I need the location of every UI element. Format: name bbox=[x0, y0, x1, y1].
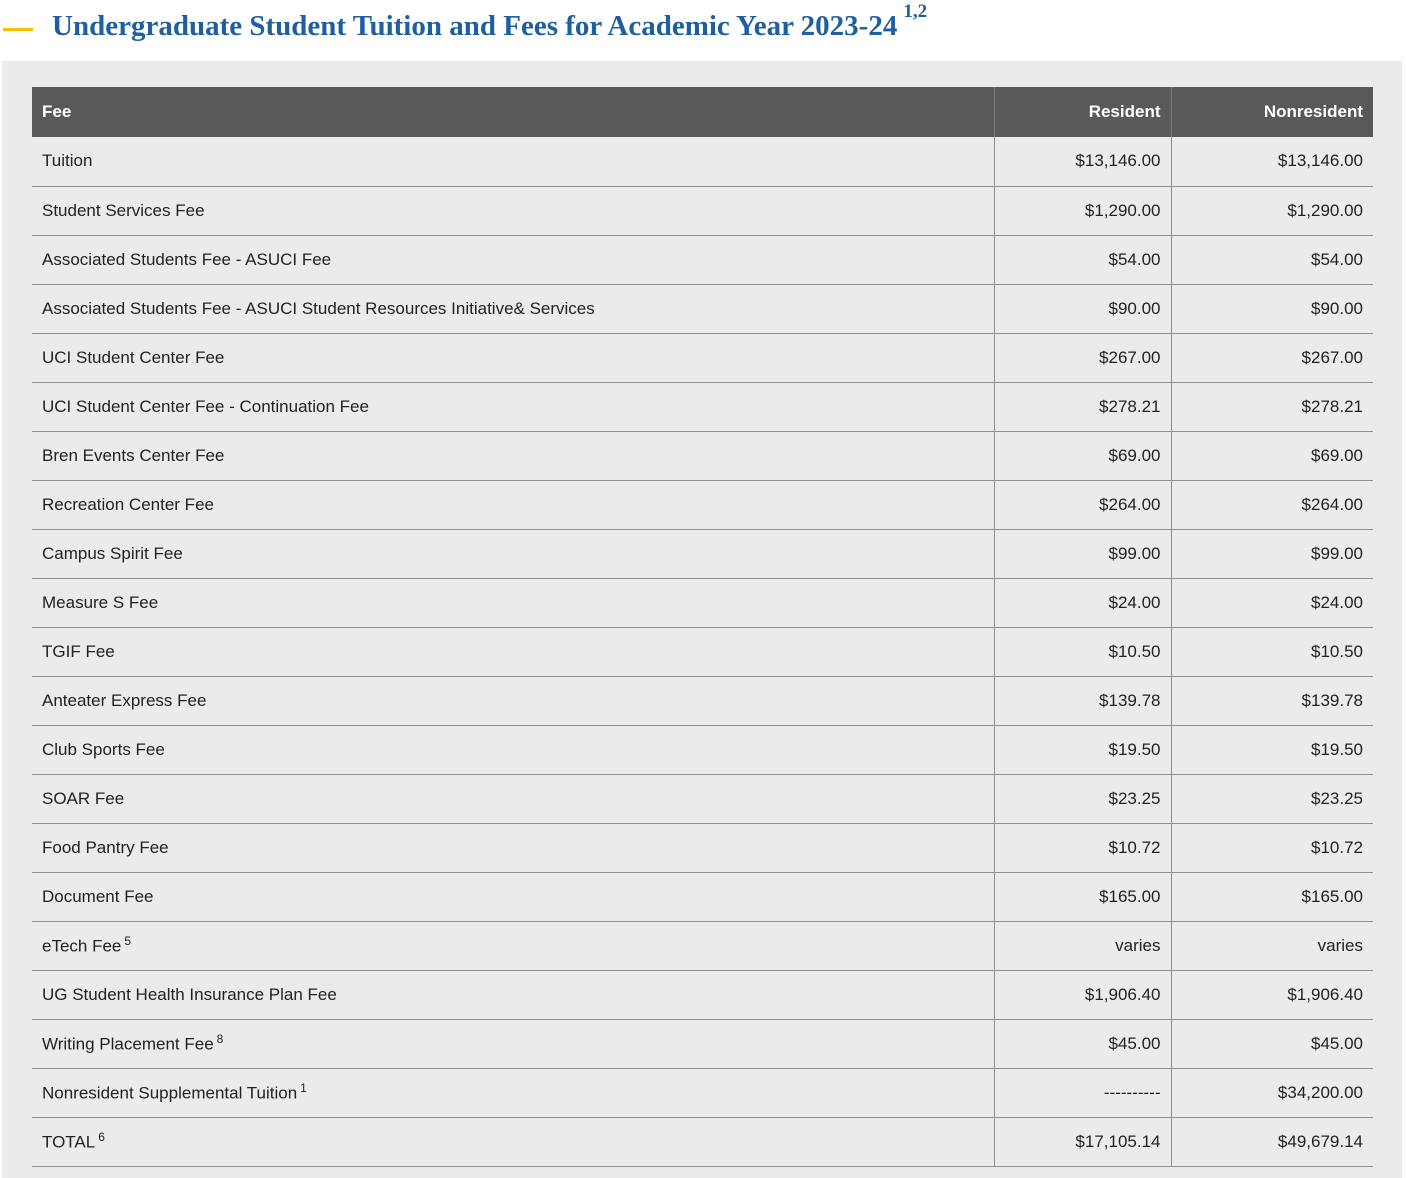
resident-amount-cell: $1,290.00 bbox=[994, 186, 1171, 235]
column-header-fee: Fee bbox=[32, 87, 994, 137]
fee-name-cell bbox=[32, 1019, 994, 1068]
resident-amount-cell: $10.72 bbox=[994, 823, 1171, 872]
fee-name: Tuition bbox=[42, 151, 93, 171]
resident-amount-cell: $23.25 bbox=[994, 774, 1171, 823]
fee-name: Writing Placement Fee bbox=[42, 1034, 214, 1054]
resident-amount-cell: $267.00 bbox=[994, 333, 1171, 382]
fee-name-cell bbox=[32, 382, 994, 431]
nonresident-amount-cell: $90.00 bbox=[1171, 284, 1373, 333]
table-row bbox=[32, 578, 1373, 627]
nonresident-amount-cell: $10.72 bbox=[1171, 823, 1373, 872]
fee-name: Nonresident Supplemental Tuition bbox=[42, 1083, 298, 1103]
fee-name: Anteater Express Fee bbox=[42, 690, 207, 710]
footnote-marker: 1 bbox=[300, 1081, 307, 1096]
fee-name-cell bbox=[32, 725, 994, 774]
fee-name: Recreation Center Fee bbox=[42, 494, 214, 514]
fee-name-cell bbox=[32, 676, 994, 725]
fee-name-cell bbox=[32, 284, 994, 333]
table-panel bbox=[2, 61, 1402, 1178]
table-row bbox=[32, 1019, 1373, 1068]
fee-name: Bren Events Center Fee bbox=[42, 445, 225, 465]
nonresident-amount-cell: $1,906.40 bbox=[1171, 970, 1373, 1019]
table-row bbox=[32, 137, 1373, 186]
nonresident-amount-cell: $34,200.00 bbox=[1171, 1068, 1373, 1117]
resident-amount-cell: $1,906.40 bbox=[994, 970, 1171, 1019]
column-header-nonresident: Nonresident bbox=[1171, 87, 1373, 137]
fee-name: TOTAL bbox=[42, 1132, 96, 1152]
fee-name: Measure S Fee bbox=[42, 592, 159, 612]
table-row bbox=[32, 529, 1373, 578]
resident-amount-cell: $278.21 bbox=[994, 382, 1171, 431]
fee-name-cell bbox=[32, 529, 994, 578]
resident-amount-cell: $99.00 bbox=[994, 529, 1171, 578]
fee-name: UG Student Health Insurance Plan Fee bbox=[42, 984, 337, 1004]
table-row bbox=[32, 382, 1373, 431]
table-row bbox=[32, 676, 1373, 725]
resident-amount-cell: $90.00 bbox=[994, 284, 1171, 333]
fee-name: UCI Student Center Fee - Continuation Fee bbox=[42, 396, 369, 416]
fees-table bbox=[32, 87, 1373, 1167]
fee-name: Associated Students Fee - ASUCI Student Resources Initiative& Services bbox=[42, 298, 595, 318]
fee-name-cell bbox=[32, 921, 994, 970]
table-row bbox=[32, 725, 1373, 774]
fee-name-cell bbox=[32, 1068, 994, 1117]
fee-name: Food Pantry Fee bbox=[42, 837, 169, 857]
nonresident-amount-cell: $24.00 bbox=[1171, 578, 1373, 627]
table-row bbox=[32, 921, 1373, 970]
page-title bbox=[52, 1, 928, 46]
fee-name-cell bbox=[32, 480, 994, 529]
nonresident-amount-cell: $99.00 bbox=[1171, 529, 1373, 578]
table-row bbox=[32, 1117, 1373, 1166]
nonresident-amount-cell: $267.00 bbox=[1171, 333, 1373, 382]
nonresident-amount-cell: $264.00 bbox=[1171, 480, 1373, 529]
table-row bbox=[32, 774, 1373, 823]
nonresident-amount-cell: $19.50 bbox=[1171, 725, 1373, 774]
fee-name-cell bbox=[32, 970, 994, 1019]
fee-name-cell bbox=[32, 235, 994, 284]
table-row bbox=[32, 284, 1373, 333]
fee-name-cell bbox=[32, 137, 994, 186]
fee-name-cell bbox=[32, 1117, 994, 1166]
table-body bbox=[32, 137, 1373, 1166]
nonresident-amount-cell: $165.00 bbox=[1171, 872, 1373, 921]
resident-amount-cell: $19.50 bbox=[994, 725, 1171, 774]
footnote-marker: 8 bbox=[216, 1032, 224, 1047]
fee-name: TGIF Fee bbox=[42, 641, 115, 661]
nonresident-amount-cell: $49,679.14 bbox=[1171, 1117, 1373, 1166]
resident-amount-cell: $165.00 bbox=[994, 872, 1171, 921]
fee-name-cell bbox=[32, 823, 994, 872]
nonresident-amount-cell: $69.00 bbox=[1171, 431, 1373, 480]
resident-amount-cell: $264.00 bbox=[994, 480, 1171, 529]
fee-name-cell bbox=[32, 431, 994, 480]
resident-amount-cell: $24.00 bbox=[994, 578, 1171, 627]
fee-name: Club Sports Fee bbox=[42, 739, 165, 759]
title-text: Undergraduate Student Tuition and Fees for Academic Year 2023-24 bbox=[52, 10, 898, 42]
resident-amount-cell: varies bbox=[994, 921, 1171, 970]
nonresident-amount-cell: $278.21 bbox=[1171, 382, 1373, 431]
nonresident-amount-cell: $10.50 bbox=[1171, 627, 1373, 676]
fee-name: eTech Fee bbox=[42, 936, 122, 956]
table-row bbox=[32, 186, 1373, 235]
fee-name: Campus Spirit Fee bbox=[42, 543, 183, 563]
accent-bar bbox=[3, 28, 33, 31]
fee-name: Associated Students Fee - ASUCI Fee bbox=[42, 249, 332, 269]
column-header-resident: Resident bbox=[994, 87, 1171, 137]
title-footnote: 1,2 bbox=[903, 1, 928, 22]
table-row bbox=[32, 970, 1373, 1019]
resident-amount-cell: $13,146.00 bbox=[994, 137, 1171, 186]
resident-amount-cell: $45.00 bbox=[994, 1019, 1171, 1068]
fee-name: SOAR Fee bbox=[42, 788, 125, 808]
fee-name: UCI Student Center Fee bbox=[42, 347, 225, 367]
fee-name-cell bbox=[32, 578, 994, 627]
table-row bbox=[32, 480, 1373, 529]
fee-name-cell bbox=[32, 872, 994, 921]
fee-name: Document Fee bbox=[42, 886, 154, 906]
resident-amount-cell: $139.78 bbox=[994, 676, 1171, 725]
footnote-marker: 6 bbox=[98, 1130, 105, 1145]
fee-name-cell bbox=[32, 774, 994, 823]
table-row bbox=[32, 431, 1373, 480]
resident-amount-cell: ---------- bbox=[994, 1068, 1171, 1117]
page-header bbox=[0, 0, 1406, 60]
resident-amount-cell: $54.00 bbox=[994, 235, 1171, 284]
fee-name-cell bbox=[32, 627, 994, 676]
resident-amount-cell: $17,105.14 bbox=[994, 1117, 1171, 1166]
table-row bbox=[32, 627, 1373, 676]
nonresident-amount-cell: $139.78 bbox=[1171, 676, 1373, 725]
resident-amount-cell: $69.00 bbox=[994, 431, 1171, 480]
table-row bbox=[32, 1068, 1373, 1117]
header-row bbox=[32, 87, 1373, 137]
fee-name-cell bbox=[32, 186, 994, 235]
table-row bbox=[32, 872, 1373, 921]
nonresident-amount-cell: $54.00 bbox=[1171, 235, 1373, 284]
fee-name: Student Services Fee bbox=[42, 200, 205, 220]
nonresident-amount-cell: $45.00 bbox=[1171, 1019, 1373, 1068]
nonresident-amount-cell: $13,146.00 bbox=[1171, 137, 1373, 186]
table-row bbox=[32, 823, 1373, 872]
resident-amount-cell: $10.50 bbox=[994, 627, 1171, 676]
footnote-marker: 5 bbox=[124, 934, 132, 949]
table-row bbox=[32, 333, 1373, 382]
table-row bbox=[32, 235, 1373, 284]
nonresident-amount-cell: $1,290.00 bbox=[1171, 186, 1373, 235]
nonresident-amount-cell: varies bbox=[1171, 921, 1373, 970]
nonresident-amount-cell: $23.25 bbox=[1171, 774, 1373, 823]
table-header bbox=[32, 87, 1373, 137]
fee-name-cell bbox=[32, 333, 994, 382]
